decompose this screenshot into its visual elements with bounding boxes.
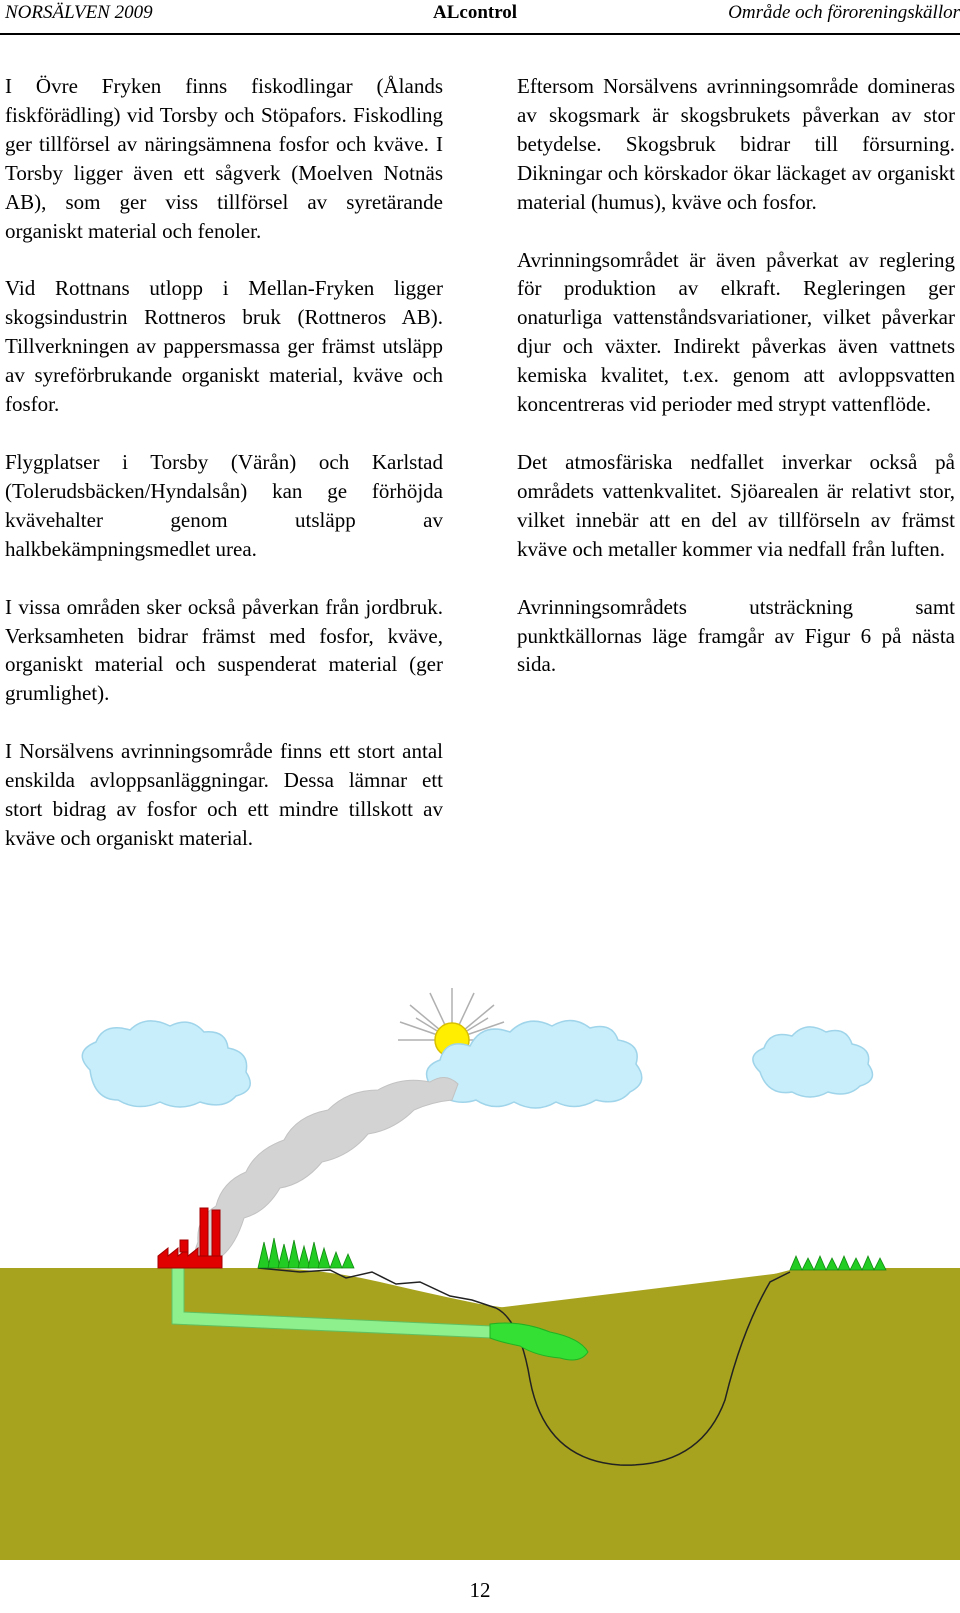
header-divider [0,33,960,35]
paragraph-figure-reference: Avrinningsområdets utsträckning samt punktkällornas läge framgår av Figur 6 på nästa sida. [517,594,955,677]
header-section-title: Område och föroreningskällor [728,2,960,23]
right-text-column [517,72,955,708]
paragraph-deposition: Det atmosfäriska nedfallet inverkar också på områdets vattenkvalitet. Sjöarealen är relativt stor, vilket innebär att en del av tillförseln av främst kväve och metaller kommer via nedfall från luften. [517,449,955,561]
cloud-right [753,1027,873,1097]
page-header [0,0,960,34]
trees-left [258,1238,354,1268]
left-text-column [5,72,443,882]
grass-right [790,1256,886,1270]
paragraph-rottneros: Vid Rottnans utlopp i Mellan-Fryken ligger skogsindustrin Rottneros bruk (Rottneros AB). Tillverkningen av pappersmassa ger främst utsläpp av syreförbrukande organiskt material, kväve och fosfor. [5,276,443,417]
paragraph-fish-farming: I Övre Fryken finns fiskodlingar (Ålands fiskförädling) vid Torsby och Stöpafors. Fiskodling ger tillförsel av näringsämnena fosfor och kväve. I Torsby ligger även ett sågverk (Moelven Notnäs AB), som ger viss tillförsel av syretärande organiskt material och fenoler. [5,74,443,243]
paragraph-forestry: Eftersom Norsälvens avrinningsområde domineras av skogsmark är skogsbrukets påverkan av stor betydelse. Skogsbruk bidrar till försurning. Dikningar och körskador ökar läckaget av organiskt material (humus), kväve och fosfor. [517,74,955,214]
paragraph-airports: Flygplatser i Torsby (Värån) och Karlstad (Tolerudsbäcken/Hyndalsån) kan ge förhöjda kvävehalter genom utsläpp av halkbekämpningsmedlet urea. [5,449,443,561]
page-number: 12 [469,1578,491,1602]
pollution-sources-illustration [0,960,960,1560]
ground [0,1268,960,1560]
paragraph-regulation: Avrinningsområdet är även påverkat av reglering för produktion av elkraft. Regleringen ger onaturliga vattenståndsvariationer, vilket påverkar djur och växter. Indirekt påverkas även vattnets kemiska kvalitet, t.ex. genom att avloppsvatten koncentreras vid perioder med strypt vattenflöde. [517,247,955,417]
paragraph-agriculture: I vissa områden sker också påverkan från jordbruk. Verksamheten bidrar främst med fosfor, kväve, organiskt material och suspenderat material (ger grumlighet). [5,594,443,706]
factory [158,1208,222,1268]
header-company: ALcontrol [433,2,518,23]
header-report-title: NORSÄLVEN 2009 [5,2,153,23]
paragraph-sewage: I Norsälvens avrinningsområde finns ett stort antal enskilda avloppsanläggningar. Dessa lämnar ett stort bidrag av fosfor och ett mindre tillskott av kväve och organiskt material. [5,739,443,850]
cloud-left [82,1021,250,1107]
